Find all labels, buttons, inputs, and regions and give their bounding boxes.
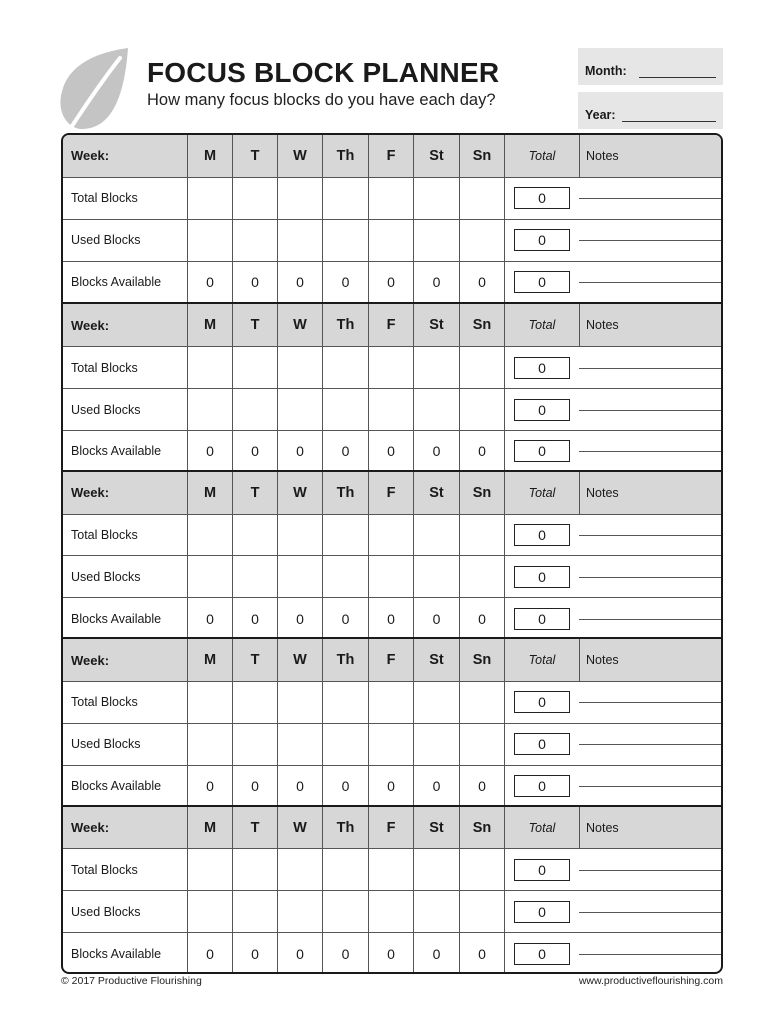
day-cell[interactable] [277,389,322,430]
day-cell[interactable] [368,556,413,597]
day-header: St [413,639,459,681]
row-label: Used Blocks [71,737,141,752]
day-cell[interactable] [368,347,413,388]
day-cell[interactable]: 0 [187,933,232,974]
day-cell[interactable] [187,682,232,723]
day-cell[interactable]: 0 [232,431,277,472]
used-blocks-row [63,890,721,932]
total-cell [504,891,579,932]
day-cell[interactable] [277,556,322,597]
used-blocks-row [63,555,721,597]
day-header: Th [322,304,368,346]
total-cell [504,389,579,430]
day-header: F [368,472,413,514]
day-header: Sn [459,472,504,514]
day-header: M [187,639,232,681]
total-value: 0 [514,608,570,630]
week-header-row [63,639,721,681]
total-cell [504,178,579,219]
notes-line [579,954,721,955]
day-cell[interactable]: 0 [277,598,322,639]
day-cell[interactable]: 0 [413,933,459,974]
day-cell[interactable] [368,178,413,219]
row-label: Blocks Available [71,611,162,626]
day-header: W [277,304,322,346]
week-section [63,637,721,806]
day-cell[interactable]: 0 [277,766,322,807]
week-label: Week: [71,148,110,164]
day-header: St [413,135,459,177]
total-header: Total [504,639,579,681]
day-header: Sn [459,304,504,346]
day-cell[interactable] [187,891,232,932]
day-cell[interactable] [277,220,322,261]
day-cell[interactable]: 0 [368,431,413,472]
row-label: Blocks Available [71,946,162,961]
day-header: Sn [459,807,504,849]
day-header: Th [322,135,368,177]
day-cell[interactable] [277,515,322,556]
blocks-available-row [63,597,721,639]
day-cell[interactable]: 0 [232,766,277,807]
day-header: W [277,639,322,681]
day-cell[interactable] [413,389,459,430]
row-label: Blocks Available [71,274,162,289]
total-blocks-row [63,681,721,723]
day-cell[interactable] [322,178,368,219]
day-cell[interactable] [322,682,368,723]
row-label: Blocks Available [71,779,162,794]
day-cell[interactable]: 0 [413,598,459,639]
day-cell[interactable] [277,724,322,765]
total-value: 0 [514,271,570,293]
total-value: 0 [514,943,570,965]
week-label: Week: [71,485,110,501]
day-cell[interactable] [277,891,322,932]
row-label: Total Blocks [71,862,138,877]
day-header: Sn [459,639,504,681]
day-cell[interactable]: 0 [368,262,413,303]
day-cell[interactable] [459,682,504,723]
week-header-row [63,807,721,849]
notes-cell[interactable] [579,515,721,556]
total-cell [504,598,579,639]
total-cell [504,849,579,890]
used-blocks-row [63,219,721,261]
total-value: 0 [514,357,570,379]
total-value: 0 [514,440,570,462]
row-label: Used Blocks [71,233,141,248]
day-header: F [368,639,413,681]
day-cell[interactable] [187,178,232,219]
day-cell[interactable]: 0 [368,766,413,807]
day-cell[interactable]: 0 [232,598,277,639]
row-label: Total Blocks [71,695,138,710]
week-label: Week: [71,652,110,668]
day-cell[interactable] [459,220,504,261]
day-cell[interactable]: 0 [277,431,322,472]
day-cell[interactable] [322,515,368,556]
notes-cell[interactable] [579,682,721,723]
day-cell[interactable] [187,389,232,430]
total-blocks-row [63,177,721,219]
website-text: www.productiveflourishing.com [578,975,723,987]
day-header: T [232,639,277,681]
day-header: T [232,304,277,346]
day-header: Th [322,472,368,514]
week-header-row [63,472,721,514]
total-value: 0 [514,399,570,421]
day-cell[interactable] [232,347,277,388]
day-cell[interactable]: 0 [322,766,368,807]
page-title: FOCUS BLOCK PLANNER [147,57,500,88]
day-cell[interactable] [187,556,232,597]
week-section [63,470,721,639]
day-cell[interactable] [232,515,277,556]
day-cell[interactable]: 0 [187,598,232,639]
day-cell[interactable] [232,682,277,723]
notes-cell[interactable] [579,220,721,261]
day-cell[interactable] [413,178,459,219]
total-header: Total [504,135,579,177]
week-section [63,805,721,974]
total-value: 0 [514,733,570,755]
total-cell [504,220,579,261]
notes-cell[interactable] [579,933,721,974]
notes-cell[interactable] [579,347,721,388]
day-cell[interactable]: 0 [459,933,504,974]
day-header: W [277,135,322,177]
year-label: Year: [585,108,616,122]
day-cell[interactable] [459,347,504,388]
day-cell[interactable] [368,891,413,932]
day-cell[interactable] [322,891,368,932]
day-cell[interactable]: 0 [277,933,322,974]
notes-header: Notes [579,472,721,514]
day-cell[interactable] [277,347,322,388]
total-value: 0 [514,229,570,251]
day-cell[interactable] [232,891,277,932]
notes-header: Notes [579,807,721,849]
day-cell[interactable] [413,849,459,890]
day-cell[interactable] [459,515,504,556]
day-cell[interactable] [413,220,459,261]
day-cell[interactable] [413,515,459,556]
row-label: Total Blocks [71,360,138,375]
row-label: Blocks Available [71,444,162,459]
notes-cell[interactable] [579,178,721,219]
day-header: W [277,807,322,849]
day-header: Th [322,639,368,681]
week-section [63,135,721,302]
day-header: M [187,304,232,346]
day-cell[interactable]: 0 [322,598,368,639]
day-cell[interactable]: 0 [187,766,232,807]
notes-line [579,702,721,703]
month-label: Month: [585,64,627,78]
day-header: T [232,135,277,177]
day-cell[interactable] [187,849,232,890]
total-value: 0 [514,859,570,881]
day-cell[interactable] [413,682,459,723]
day-header: F [368,807,413,849]
day-header: M [187,472,232,514]
total-cell [504,515,579,556]
leaf-icon [58,48,130,130]
day-cell[interactable] [459,891,504,932]
day-cell[interactable] [232,220,277,261]
day-header: St [413,304,459,346]
day-header: M [187,135,232,177]
day-cell[interactable] [368,724,413,765]
notes-cell[interactable] [579,724,721,765]
day-cell[interactable]: 0 [187,431,232,472]
notes-cell[interactable] [579,431,721,472]
total-value: 0 [514,775,570,797]
notes-line [579,410,721,411]
day-cell[interactable]: 0 [413,262,459,303]
blocks-available-row [63,430,721,472]
blocks-available-row [63,932,721,974]
day-header: F [368,304,413,346]
day-cell[interactable] [368,682,413,723]
copyright-text: © 2017 Productive Flourishing [61,975,202,987]
day-header: T [232,807,277,849]
day-cell[interactable]: 0 [368,598,413,639]
row-label: Used Blocks [71,904,141,919]
day-header: F [368,135,413,177]
notes-line [579,870,721,871]
day-cell[interactable]: 0 [322,431,368,472]
day-cell[interactable]: 0 [413,431,459,472]
notes-header: Notes [579,639,721,681]
day-cell[interactable] [322,849,368,890]
day-cell[interactable] [368,220,413,261]
notes-cell[interactable] [579,849,721,890]
day-cell[interactable] [232,389,277,430]
total-cell [504,933,579,974]
total-value: 0 [514,901,570,923]
day-header: T [232,472,277,514]
total-cell [504,724,579,765]
month-field[interactable] [639,77,716,78]
total-value: 0 [514,566,570,588]
day-cell[interactable] [322,389,368,430]
total-cell [504,431,579,472]
notes-header: Notes [579,135,721,177]
notes-line [579,577,721,578]
day-header: Th [322,807,368,849]
day-cell[interactable] [413,724,459,765]
day-cell[interactable] [459,724,504,765]
notes-cell[interactable] [579,389,721,430]
day-cell[interactable]: 0 [322,262,368,303]
day-cell[interactable] [277,682,322,723]
day-cell[interactable] [368,515,413,556]
notes-cell[interactable] [579,891,721,932]
notes-header: Notes [579,304,721,346]
day-cell[interactable]: 0 [459,598,504,639]
total-value: 0 [514,691,570,713]
day-cell[interactable] [277,849,322,890]
day-cell[interactable]: 0 [368,933,413,974]
day-cell[interactable] [413,556,459,597]
day-cell[interactable]: 0 [459,766,504,807]
day-cell[interactable] [232,724,277,765]
day-cell[interactable]: 0 [232,262,277,303]
notes-line [579,786,721,787]
day-cell[interactable]: 0 [187,262,232,303]
day-cell[interactable] [459,389,504,430]
week-label: Week: [71,317,110,333]
row-label: Used Blocks [71,402,141,417]
week-header-row [63,135,721,177]
total-header: Total [504,304,579,346]
notes-line [579,198,721,199]
day-header: M [187,807,232,849]
blocks-available-row [63,261,721,303]
notes-line [579,912,721,913]
total-cell [504,347,579,388]
total-blocks-row [63,346,721,388]
notes-line [579,535,721,536]
day-cell[interactable] [232,178,277,219]
week-label: Week: [71,820,110,836]
day-header: St [413,807,459,849]
total-cell [504,682,579,723]
notes-line [579,368,721,369]
total-cell [504,262,579,303]
year-field[interactable] [622,121,716,122]
day-cell[interactable] [277,178,322,219]
notes-line [579,744,721,745]
day-cell[interactable]: 0 [277,262,322,303]
total-header: Total [504,807,579,849]
notes-line [579,240,721,241]
notes-cell[interactable] [579,598,721,639]
month-box [578,48,723,85]
day-cell[interactable]: 0 [232,933,277,974]
total-cell [504,766,579,807]
notes-line [579,451,721,452]
day-cell[interactable] [368,849,413,890]
day-cell[interactable] [322,220,368,261]
day-cell[interactable] [322,556,368,597]
page-subtitle: How many focus blocks do you have each day? [147,91,496,109]
used-blocks-row [63,388,721,430]
total-value: 0 [514,187,570,209]
notes-cell[interactable] [579,556,721,597]
total-value: 0 [514,524,570,546]
day-header: St [413,472,459,514]
day-cell[interactable] [322,347,368,388]
day-cell[interactable] [232,849,277,890]
planner-table [61,133,723,974]
row-label: Used Blocks [71,569,141,584]
day-cell[interactable] [187,220,232,261]
notes-line [579,282,721,283]
notes-line [579,619,721,620]
day-cell[interactable]: 0 [459,262,504,303]
row-label: Total Blocks [71,528,138,543]
day-cell[interactable] [413,891,459,932]
day-cell[interactable] [368,389,413,430]
day-cell[interactable] [459,556,504,597]
used-blocks-row [63,723,721,765]
year-box [578,92,723,129]
day-cell[interactable] [459,849,504,890]
day-cell[interactable] [413,347,459,388]
day-cell[interactable] [459,178,504,219]
total-header: Total [504,472,579,514]
day-cell[interactable]: 0 [459,431,504,472]
day-cell[interactable] [232,556,277,597]
notes-cell[interactable] [579,766,721,807]
notes-cell[interactable] [579,262,721,303]
day-cell[interactable]: 0 [413,766,459,807]
total-blocks-row [63,848,721,890]
day-cell[interactable] [187,724,232,765]
day-header: Sn [459,135,504,177]
day-cell[interactable] [322,724,368,765]
day-cell[interactable] [187,515,232,556]
total-blocks-row [63,514,721,556]
day-header: W [277,472,322,514]
day-cell[interactable] [187,347,232,388]
blocks-available-row [63,765,721,807]
row-label: Total Blocks [71,191,138,206]
day-cell[interactable]: 0 [322,933,368,974]
week-section [63,302,721,471]
week-header-row [63,304,721,346]
total-cell [504,556,579,597]
